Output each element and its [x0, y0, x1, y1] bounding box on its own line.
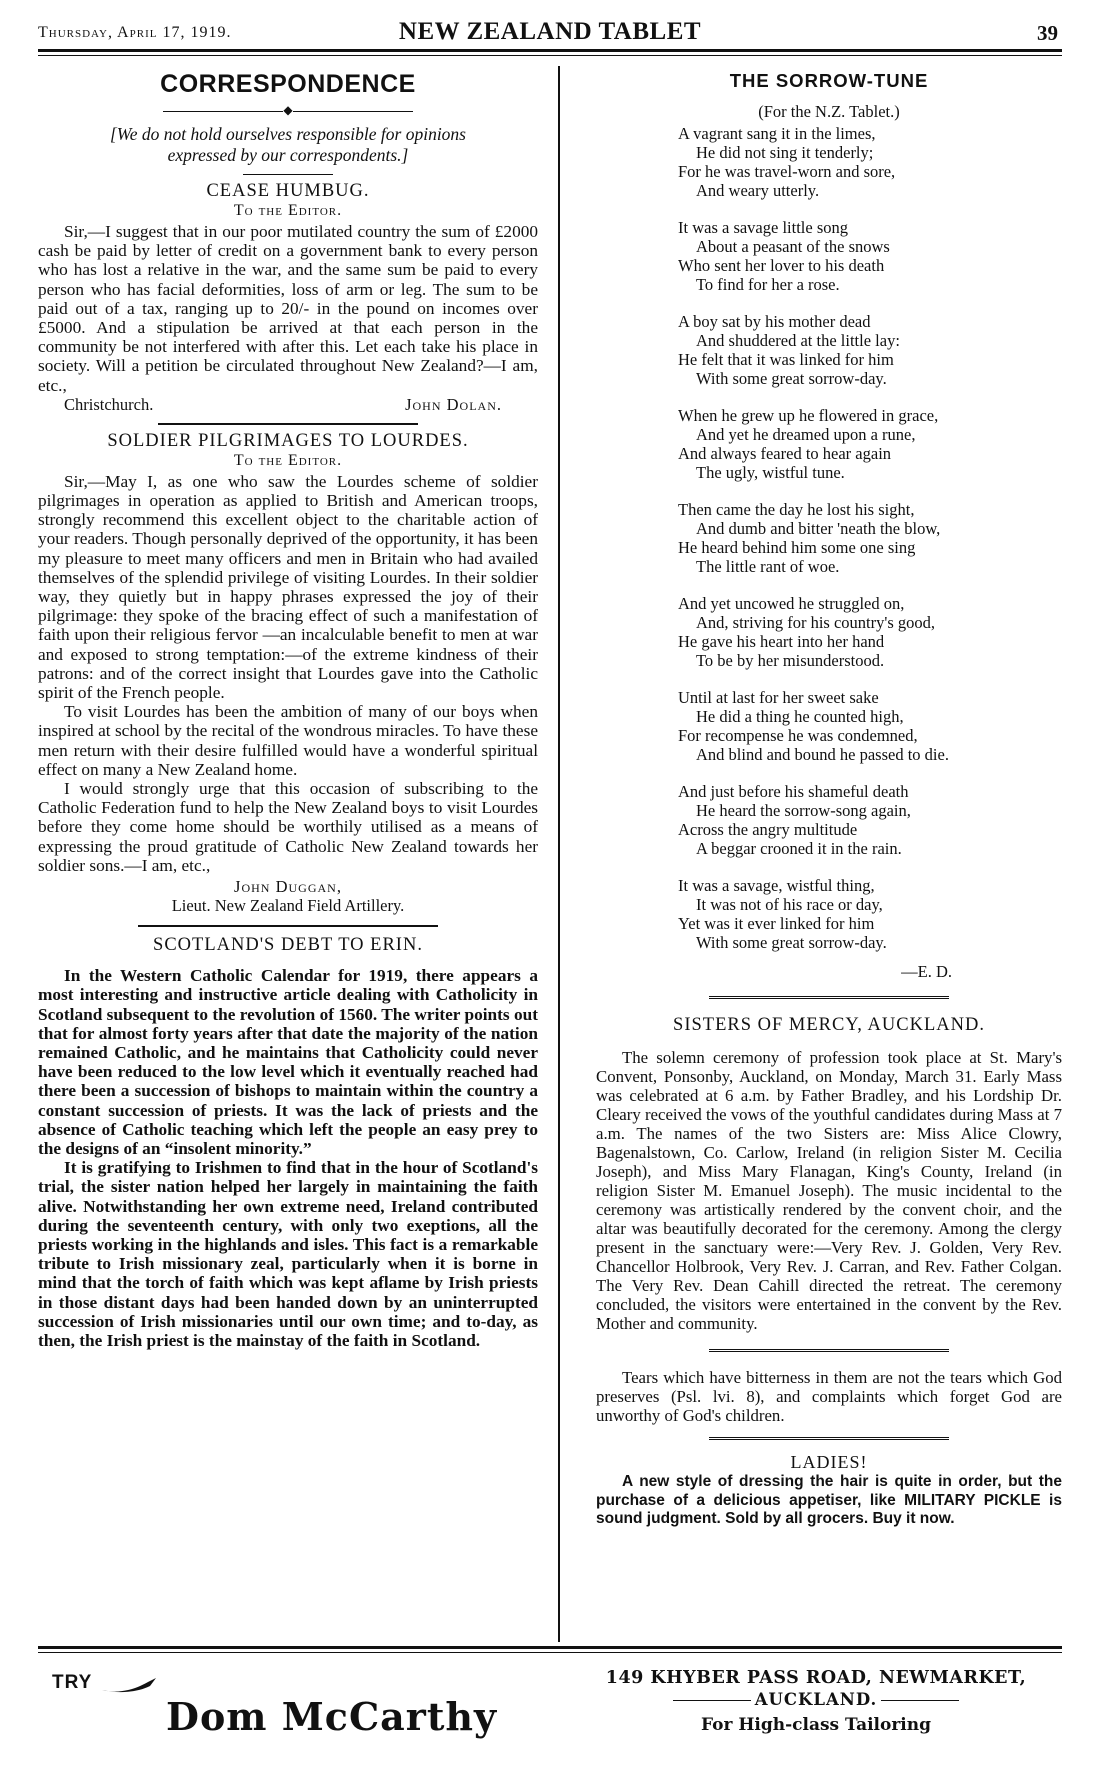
poem-stanza: [678, 876, 1062, 952]
rule: [709, 996, 949, 1001]
advertiser-address: [586, 1668, 1046, 1735]
poem-line: And shuddered at the little lay:: [696, 331, 900, 350]
poem-line: And always feared to hear again: [678, 444, 892, 463]
poem-line: He heard behind him some one sing: [678, 538, 916, 557]
poem-line: Who sent her lover to his death: [678, 256, 885, 275]
poem-line: He felt that it was linked for him: [678, 350, 894, 369]
poem-line: He did not sing it tenderly;: [696, 143, 874, 162]
poem-line: And yet uncowed he struggled on,: [678, 594, 905, 613]
footer-advert: [38, 1646, 1062, 1756]
poem-line: And yet he dreamed upon a rune,: [696, 425, 916, 444]
signature: John Dolan.: [405, 394, 502, 414]
article-title: SCOTLAND'S DEBT TO ERIN.: [153, 935, 423, 956]
paragraph: To visit Lourdes has been the ambition of many of our boys when inspired at school by the recital of the wondrous miracles. To have these men return with their desire fulfilled would have a wonderful spiritual effect on many a New Zealand home.: [38, 702, 538, 779]
footer-rule: [38, 1646, 1062, 1649]
tagline: For High-class Tailoring: [700, 1715, 931, 1735]
tears-paragraph: Tears which have bitterness in them are not the tears which God preserves (Psl. lvi. 8), and complaints which forget God are unworthy of God's children.: [596, 1368, 1062, 1425]
poem-line: It was a savage, wistful thing,: [678, 876, 875, 895]
poem-line: It was a savage little song: [678, 218, 848, 237]
paragraph: It is gratifying to Irishmen to find that in the hour of Scotland's trial, the sister nation helped her largely in maintaining the faith alive. Notwithstanding her own extreme need, Ireland contributed during the seventeenth century, with only two exeptions, all the priests working in the highlands and isles. This fact is a remarkable tribute to Irish missionary zeal, particularly when it is borne in mind that the torch of faith which was kept aflame by Irish priests in those distant days had been handed down by an uninterrupted succession of Irish missionaries until our own time; and to-day, as then, the Irish priest is the mainstay of the faith in Scotland.: [38, 1158, 538, 1350]
poem-dedication: (For the N.Z. Tablet.): [758, 102, 900, 121]
poem-line: He heard the sorrow-song again,: [696, 801, 911, 820]
poem-line: To be by her misunderstood.: [696, 651, 885, 670]
pointing-swash-icon: [100, 1676, 160, 1696]
poem-line: Then came the day he lost his sight,: [678, 500, 915, 519]
poem-line: He did a thing he counted high,: [696, 707, 904, 726]
article-sisters-of-mercy: [596, 1015, 1062, 1333]
masthead-rule-thin: [38, 55, 1062, 56]
poem-line: A vagrant sang it in the limes,: [678, 124, 876, 143]
try-label: TRY: [52, 1672, 93, 1693]
poem-stanza: [678, 688, 1062, 764]
signature-block: [38, 877, 538, 915]
paragraph: Sir,—I suggest that in our poor mutilated country the sum of £2000 cash be paid by letter of credit on a government bank to every person who has lost a relative in the war, and the same sum be paid to every person who has facial deformities, loss of arm or leg. The sum to be paid out of a tax, ranging up to 20/- in the pound on incomes over £5000. And a stipulation be arrived at that each person in the community be not interfered with after this. Let each take his place in society. Will a petition be circulated throughout New Zealand?—I am, etc.,: [38, 222, 538, 395]
rule: [158, 423, 418, 425]
poem-stanza: [678, 312, 1062, 388]
poem-line: And dumb and bitter 'neath the blow,: [696, 519, 941, 538]
poem-stanza: [678, 594, 1062, 670]
poem-line: With some great sorrow-day.: [696, 933, 887, 952]
masthead-rule: [38, 49, 1062, 52]
address-city-line: [586, 1690, 1046, 1709]
poem-line: Across the angry multitude: [678, 820, 858, 839]
place: Christchurch.: [64, 394, 154, 414]
column-divider: [558, 66, 560, 1642]
paragraph: In the Western Catholic Calendar for 1919, there appears a most interesting and instructive article dealing with Catholicity in Scotland subsequent to the revolution of 1560. The writer points out that for almost forty years after that date the majority of the nation remained Catholic, and he maintains that Catholicity could never have been reduced to the low level which it eventually reached had there been a succession of bishops to maintain within the country a constant succession of priests. It was the lack of priests and the absence of Catholic teaching which left the people an easy prey to the designs of an “insolent minority.”: [38, 966, 538, 1158]
poem-line: And weary utterly.: [696, 181, 820, 200]
poem-line: When he grew up he flowered in grace,: [678, 406, 939, 425]
poem-line: About a peasant of the snows: [696, 237, 890, 256]
poem-line: For he was travel-worn and sore,: [678, 162, 896, 181]
poem-line: And blind and bound he passed to die.: [696, 745, 949, 764]
advert-text: A new style of dressing the hair is quite in order, but the purchase of a delicious appetiser, like MILITARY PICKLE is sound judgment. Sold by all grocers. Buy it now.: [596, 1473, 1062, 1527]
article-scotland: [38, 935, 538, 1350]
rule: [138, 925, 438, 927]
advert-title: LADIES!: [790, 1452, 868, 1472]
poem-line: For recompense he was condemned,: [678, 726, 918, 745]
poem-line: And just before his shameful death: [678, 782, 909, 801]
page-number: 39: [1037, 21, 1058, 45]
poem-line: Until at last for her sweet sake: [678, 688, 879, 707]
address-city: AUCKLAND.: [754, 1690, 878, 1709]
poem-stanza: [678, 500, 1062, 576]
newspaper-page: [38, 18, 1062, 1758]
poem-line: A beggar crooned it in the rain.: [696, 839, 902, 858]
right-column: [596, 66, 1062, 1529]
paragraph: The solemn ceremony of profession took place at St. Mary's Convent, Ponsonby, Auckland, on Monday, March 31. Early Mass was celebrated at 6 a.m. by Father Bradley, and his Lordship Dr. Cleary received the vows of the youthful candidates during Mass at 7 a.m. The names of the two Sisters are: Miss Alice Clowry, Bagenalstown, Co. Carlow, Ireland (in religion Sister M. Cecilia Joseph), and Miss Mary Flanagan, King's County, Ireland (in religion Sister M. Emanuel Joseph). The music incidental to the ceremony was artistically rendered by the convent choir, and the altar was beautifully decorated for the ceremony. Among the clergy present in the sanctuary were:—Very Rev. J. Golden, Very Rev. Chancellor Holbrook, Very Rev. J. Carran, and Rev. Father Colgan. The Very Rev. Dean Cahill directed the retreat. The ceremony concluded, the visitors were entertained in the convent by the Rev. Mother and community.: [596, 1048, 1062, 1333]
section-title: CORRESPONDENCE: [160, 70, 416, 98]
ornament-divider: ◆: [38, 103, 538, 118]
poem-line: To find for her a rose.: [696, 275, 840, 294]
rule: [243, 174, 333, 175]
poem-line: It was not of his race or day,: [696, 895, 883, 914]
poem-stanza: [678, 406, 1062, 482]
poem-stanza: [678, 782, 1062, 858]
advertiser-name: Dom McCarthy: [166, 1694, 498, 1739]
article-cease-humbug: [38, 181, 538, 415]
to-editor: To the Editor.: [233, 202, 343, 219]
disclaimer: [38, 124, 538, 166]
masthead: [38, 18, 1062, 52]
to-editor: To the Editor.: [233, 451, 343, 469]
article-lourdes: [38, 431, 538, 915]
poem-author: —E. D.: [901, 962, 952, 981]
footer-rule-thin: [38, 1652, 1062, 1653]
rule: [709, 1437, 949, 1442]
rule: [709, 1349, 949, 1354]
article-title: SOLDIER PILGRIMAGES TO LOURDES.: [107, 430, 469, 451]
ladies-advert: [596, 1452, 1062, 1529]
signature-line: [38, 395, 538, 415]
paragraph: Sir,—May I, as one who saw the Lourdes scheme of soldier pilgrimages in operation as applied to British and American troops, strongly recommend this excellent object to the charitable action of your readers. Though personally deprived of the opportunity, it has been my pleasure to meet many officers and men in Britain who had availed themselves of the splendid privilege of visiting Lourdes. In their soldier way, they quietly but in happy phrases expressed the joy of their pilgrimage: they spoke of the bracing effect of such a manifestation of faith upon their religious fervor —an incalculable benefit to men at war and exposed to strong temptation:—of the extreme kindness of their patrons: and of the correct insight that Lourdes gave into the Catholic spirit of the French people.: [38, 471, 538, 703]
paragraph: I would strongly urge that this occasion of subscribing to the Catholic Federation fund to help the New Zealand boys to visit Lourdes before they come home should be worthily utilised as a means of expressing the proud gratitude of Catholic New Zealand towards her soldier sons.—I am, etc.,: [38, 779, 538, 875]
newspaper-title: NEW ZEALAND TABLET: [398, 18, 702, 45]
signature-rank: Lieut. New Zealand Field Artillery.: [171, 896, 405, 916]
poem-line: With some great sorrow-day.: [696, 369, 887, 388]
poem-line: He gave his heart into her hand: [678, 632, 885, 651]
poem-line: The ugly, wistful tune.: [696, 463, 845, 482]
poem-title: THE SORROW-TUNE: [729, 70, 929, 91]
poem-stanza: [678, 218, 1062, 294]
disclaimer-line: expressed by our correspondents.]: [167, 145, 409, 165]
signature: John Duggan,: [234, 877, 342, 897]
poem-line: And, striving for his country's good,: [696, 613, 936, 632]
poem: [596, 124, 1062, 952]
article-title: SISTERS OF MERCY, AUCKLAND.: [673, 1015, 985, 1035]
poem-line: The little rant of woe.: [696, 557, 840, 576]
disclaimer-line: [We do not hold ourselves responsible for opinions: [110, 124, 466, 144]
issue-date: Thursday, April 17, 1919.: [38, 24, 232, 41]
address-line: 149 KHYBER PASS ROAD, NEWMARKET,: [605, 1668, 1027, 1688]
poem-stanza: [678, 124, 1062, 200]
article-title: CEASE HUMBUG.: [206, 181, 370, 201]
poem-line: A boy sat by his mother dead: [678, 312, 871, 331]
poem-line: Yet was it ever linked for him: [678, 914, 875, 933]
left-column: [38, 66, 538, 1350]
